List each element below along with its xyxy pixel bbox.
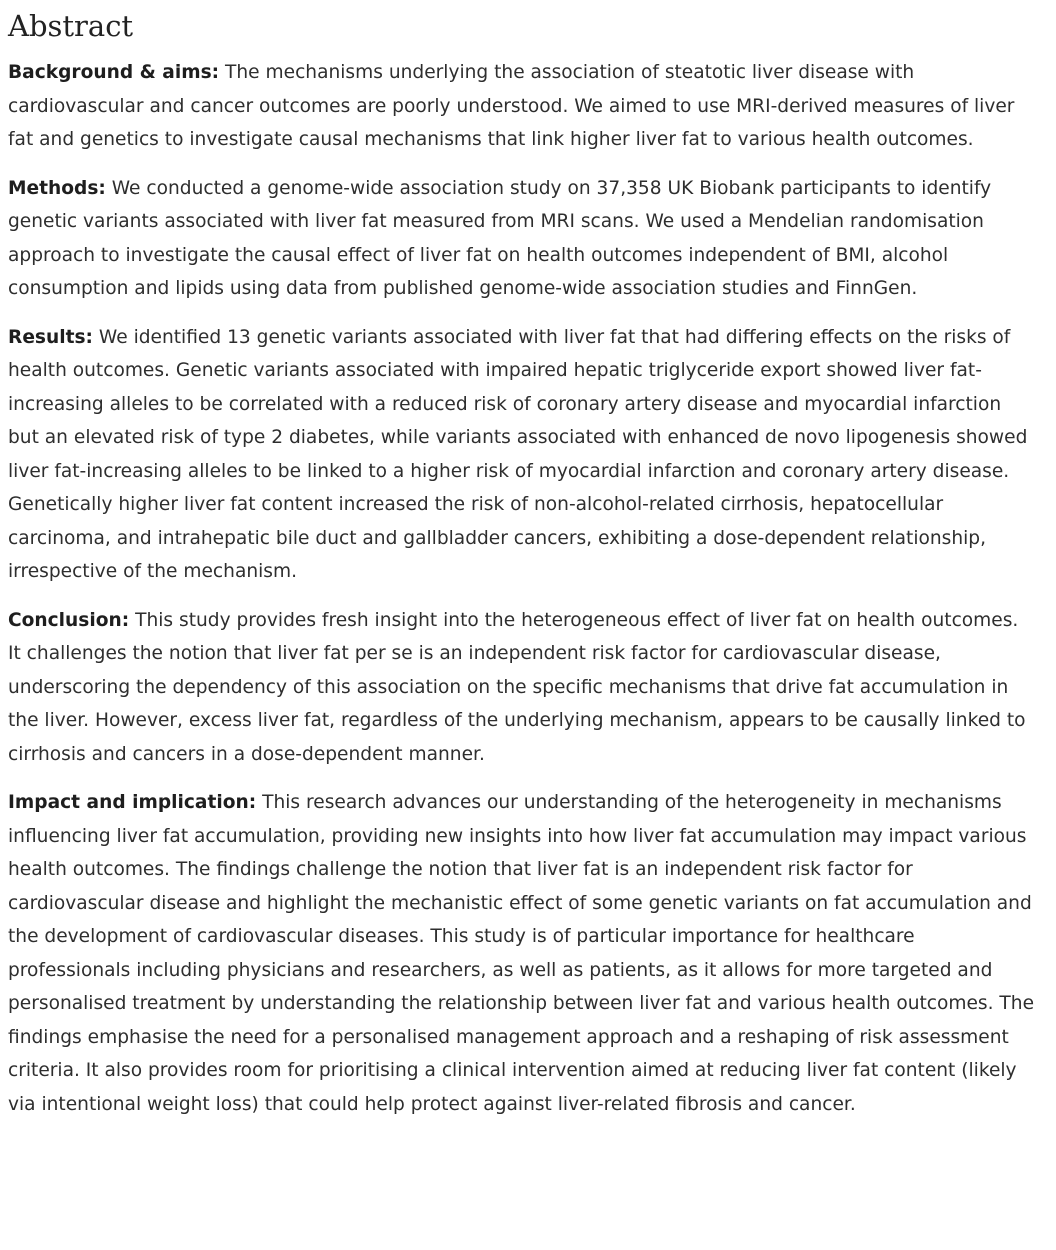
section-conclusion: [8, 604, 1034, 772]
section-background-aims: [8, 56, 1034, 157]
section-label: Results:: [8, 326, 93, 348]
section-text: This study provides fresh insight into the heterogeneous effect of liver fat on health outcomes. It challenges the notion that liver fat per se is an independent risk factor for cardiovascular disease, underscoring the dependency of this association on the specific mechanisms that drive fat accumulation in the liver. However, excess liver fat, regardless of the underlying mechanism, appears to be causally linked to cirrhosis and cancers in a dose-dependent manner.: [8, 609, 1026, 765]
abstract-heading: Abstract: [8, 9, 134, 43]
section-label: Conclusion:: [8, 609, 130, 631]
section-impact-implication: [8, 786, 1034, 1121]
section-label: Impact and implication:: [8, 792, 257, 813]
section-results: [8, 321, 1034, 589]
section-label: Background & aims:: [8, 62, 220, 83]
section-text: This research advances our understanding of the heterogeneity in mechanisms influencing liver fat accumulation, providing new insights into how liver fat accumulation may impact various health outcomes. The findings challenge the notion that liver fat is an independent risk factor for cardiovascular disease and highlight the mechanistic effect of some genetic variants on fat accumulation and the development of cardiovascular diseases. This study is of particular importance for healthcare professionals including physicians and researchers, as well as patients, as it allows for more targeted and personalised treatment by understanding the relationship between liver fat and various health outcomes. The findings emphasise the need for a personalised management approach and a reshaping of risk assessment criteria. It also provides room for prioritising a clinical intervention aimed at reducing liver fat content (likely via intentional weight loss) that could help protect against liver-related fibrosis and cancer.: [8, 792, 1035, 1115]
section-text: The mechanisms underlying the association of steatotic liver disease with cardiovascular and cancer outcomes are poorly understood. We aimed to use MRI-derived measures of liver fat and genetics to investigate causal mechanisms that link higher liver fat to various health outcomes.: [8, 62, 1015, 150]
section-text: We conducted a genome-wide association study on 37,358 UK Biobank participants to identify genetic variants associated with liver fat measured from MRI scans. We used a Mendelian randomisation approach to investigate the causal effect of liver fat on health outcomes independent of BMI, alcohol consumption and lipids using data from published genome-wide association studies and FinnGen.: [8, 177, 992, 299]
section-methods: [8, 172, 1034, 306]
section-text: We identified 13 genetic variants associated with liver fat that had differing effects on the risks of health outcomes. Genetic variants associated with impaired hepatic triglyceride export showed liver fat-increasing alleles to be correlated with a reduced risk of coronary artery disease and myocardial infarction but an elevated risk of type 2 diabetes, while variants associated with enhanced de novo lipogenesis showed liver fat-increasing alleles to be linked to a higher risk of myocardial infarction and coronary artery disease. Genetically higher liver fat content increased the risk of non-alcohol-related cirrhosis, hepatocellular carcinoma, and intrahepatic bile duct and gallbladder cancers, exhibiting a dose-dependent relationship, irrespective of the mechanism.: [8, 326, 1028, 582]
section-label: Methods:: [8, 177, 106, 199]
